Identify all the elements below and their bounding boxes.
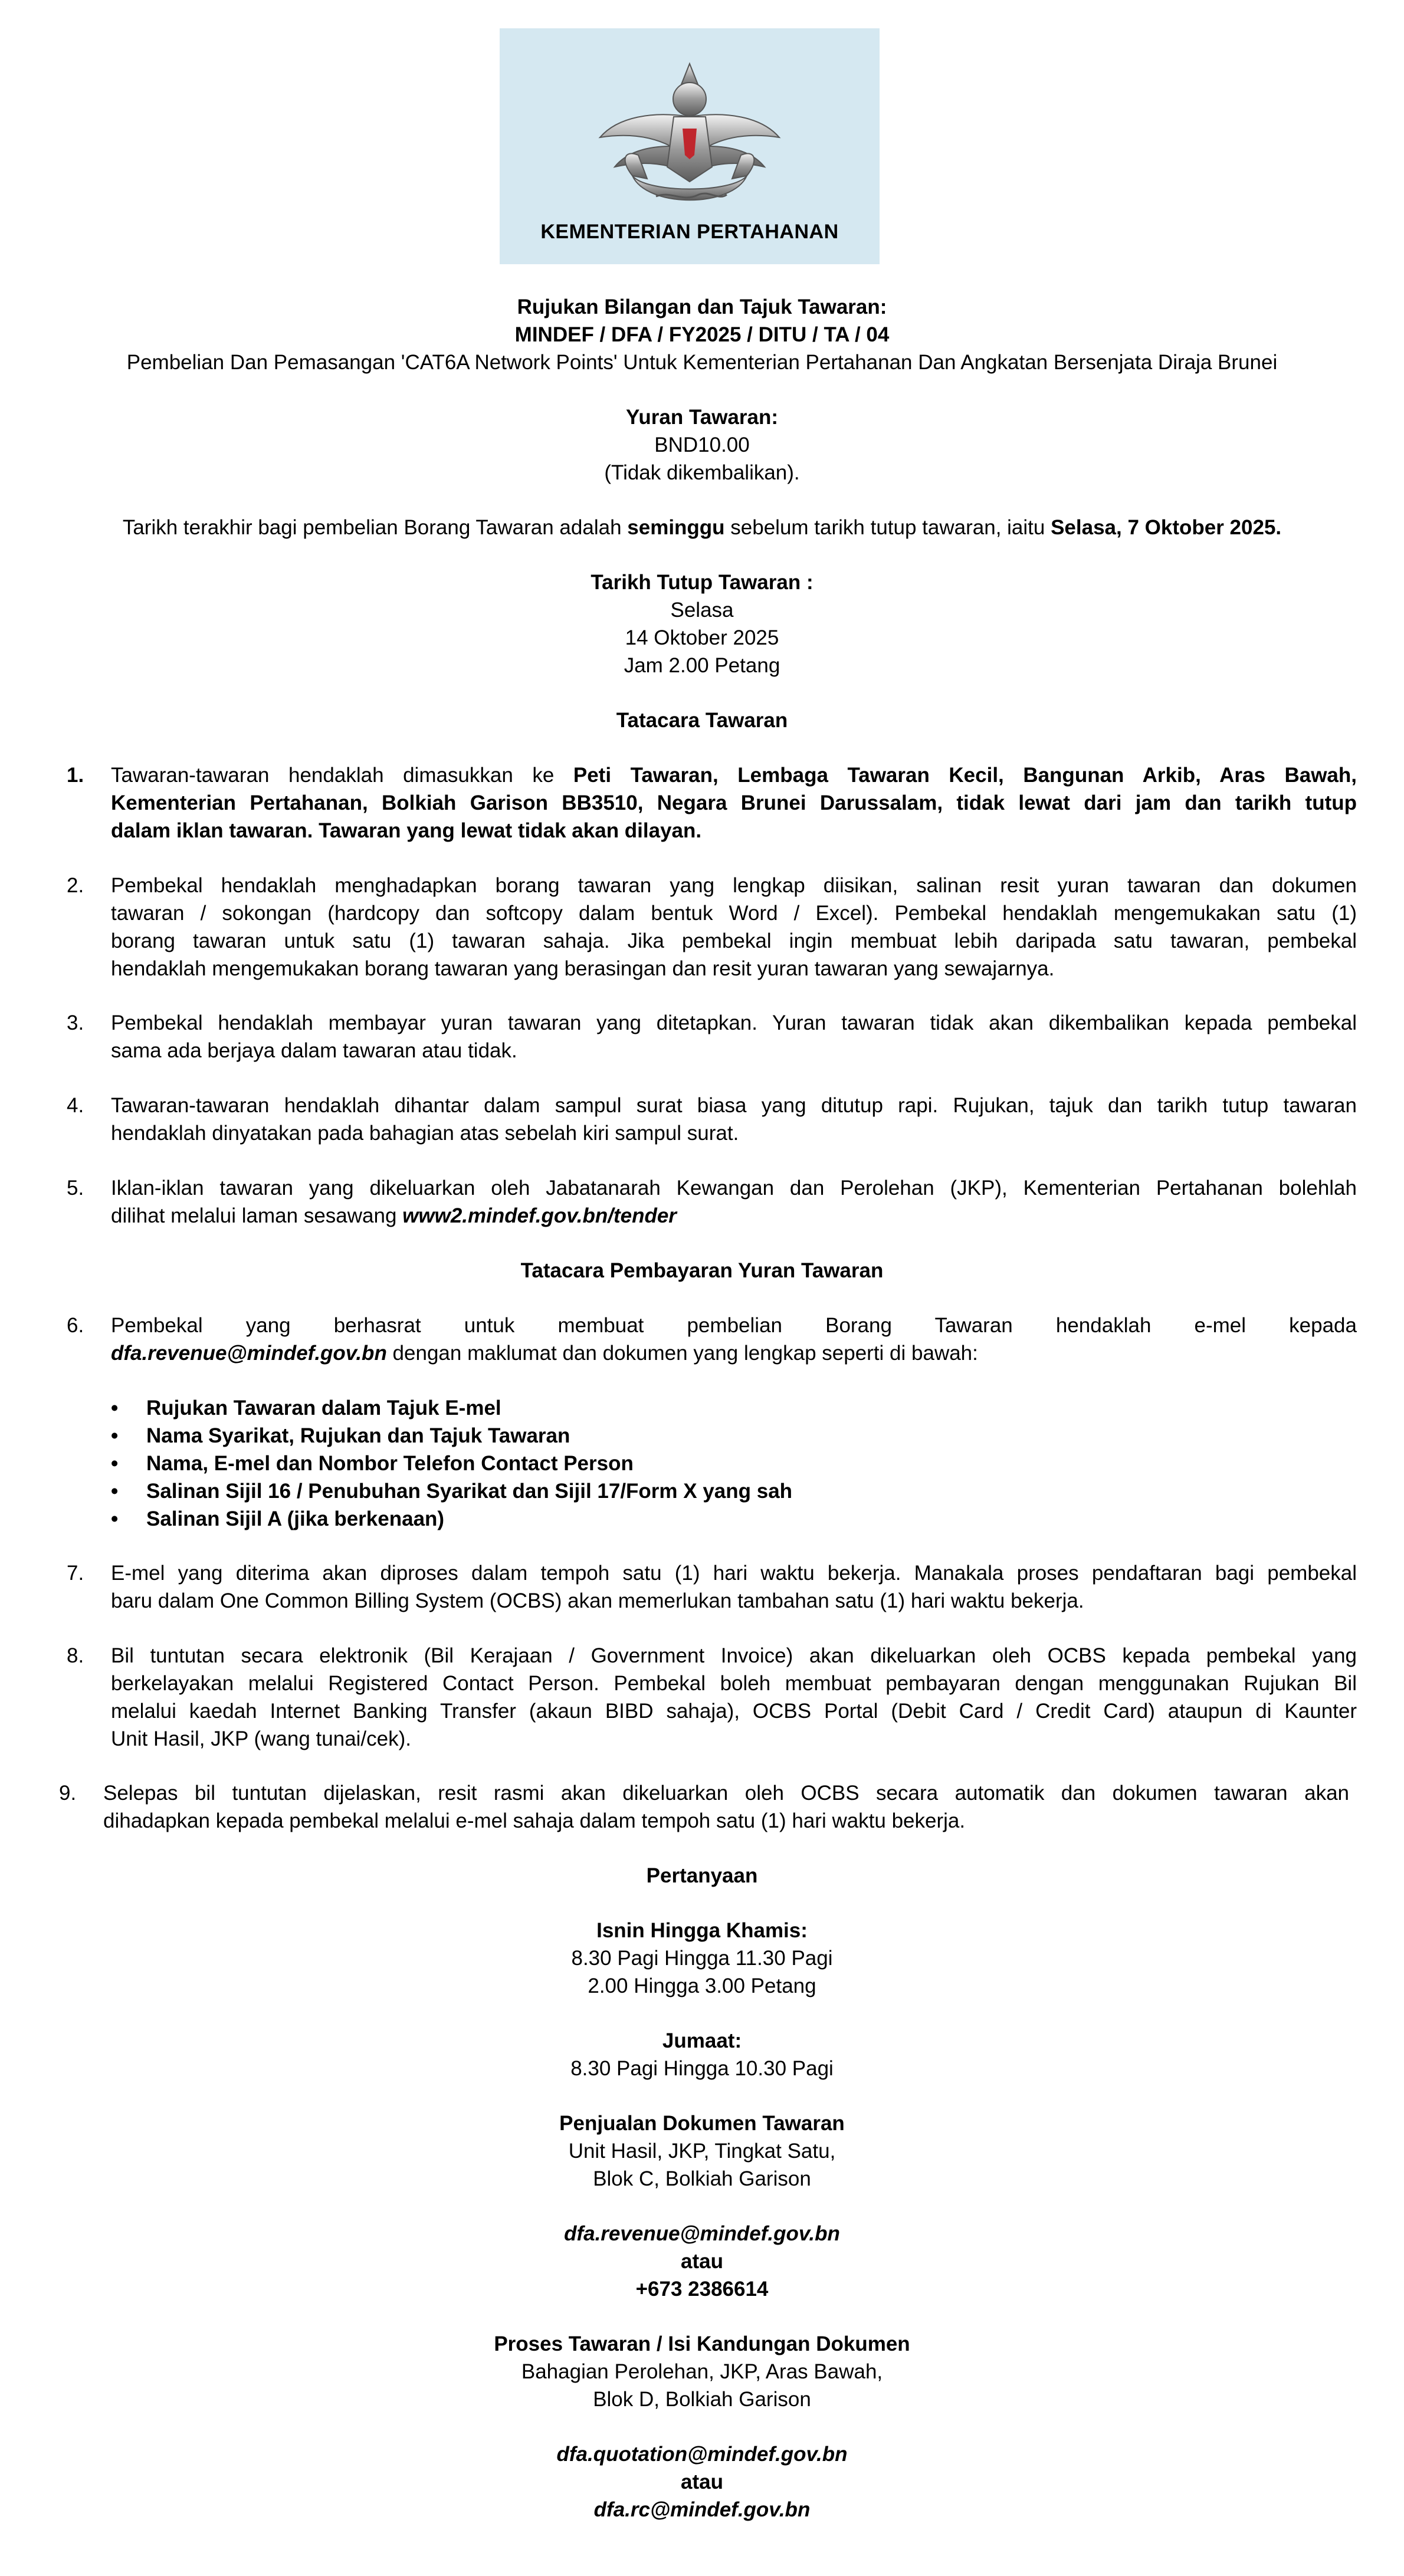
item-number: 7. — [67, 1562, 84, 1585]
list-item: • Rujukan Tawaran dalam Tajuk E-mel — [111, 1397, 501, 1420]
purchase-deadline: Tarikh terakhir bagi pembelian Borang Tawaran adalah seminggu sebelum tarikh tutup tawaran, iaitu Selasa, 7 Oktober 2025. — [122, 516, 1282, 539]
closing-date: 14 Oktober 2025 — [625, 626, 779, 649]
closing-day: Selasa — [670, 599, 734, 622]
procedure-item-3: Pembekal hendaklah membayar yuran tawaran yang ditetapkan. Yuran tawaran tidak akan dikembalikan kepada pembekal sama ada berjaya dalam tawaran atau tidak. — [111, 1011, 1357, 1062]
item-number: 8. — [67, 1644, 84, 1667]
closing-time: Jam 2.00 Petang — [624, 654, 780, 677]
process-address-line2: Blok D, Bolkiah Garison — [593, 2388, 811, 2411]
process-address-line1: Bahagian Perolehan, JKP, Aras Bawah, — [521, 2360, 883, 2383]
payment-item-9: Selepas bil tuntutan dijelaskan, resit rasmi akan dikeluarkan oleh OCBS secara automatik dan dokumen tawaran akan dihadapkan kepada pembekal melalui e-mel sahaja dalam tempoh satu (1) hari waktu bekerja. — [103, 1782, 1349, 1832]
quotation-email-link[interactable]: dfa.quotation@mindef.gov.bn — [556, 2443, 848, 2466]
sales-address-line2: Blok C, Bolkiah Garison — [593, 2167, 811, 2190]
ministry-logo — [500, 28, 880, 264]
list-item: • Nama Syarikat, Rujukan dan Tajuk Tawaran — [111, 1424, 570, 1447]
inquiries-heading: Pertanyaan — [646, 1864, 758, 1887]
requirements-list — [111, 1394, 1291, 1533]
procedure-item-2: Pembekal hendaklah menghadapkan borang tawaran yang lengkap diisikan, salinan resit yuran tawaran dan dokumen tawaran / sokongan (hardcopy dan softcopy dalam bentuk Word / Excel). Pembekal hendaklah mengemukakan satu (1) borang tawaran untuk satu (1) tawaran sahaja. Jika pembekal ingin membuat lebih daripada satu tawaran, pembekal hendaklah mengemukakan borang tawaran yang berasingan dan resit yuran tawaran yang sewajarnya. — [111, 874, 1357, 980]
sales-phone[interactable]: +673 2386614 — [635, 2278, 769, 2301]
or-separator: atau — [681, 2470, 723, 2493]
procedure-item-4: Tawaran-tawaran hendaklah dihantar dalam sampul surat biasa yang ditutup rapi. Rujukan, tajuk dan tarikh tutup tawaran hendaklah dinyatakan pada bahagian atas sebelah kiri sampul surat. — [111, 1094, 1357, 1145]
payment-item-8: Bil tuntutan secara elektronik (Bil Kerajaan / Government Invoice) akan dikeluarkan oleh OCBS kepada pembekal yang berkelayakan melalui Registered Contact Person. Pembekal boleh membuat pembayaran dengan menggunakan Rujukan Bil melalui kaedah Internet Banking Transfer (akaun BIBD sahaja), OCBS Portal (Debit Card / Credit Card) ataupun di Kaunter Unit Hasil, JKP (wang tunai/cek). — [111, 1644, 1357, 1750]
sales-address-line1: Unit Hasil, JKP, Tingkat Satu, — [568, 2140, 836, 2163]
weekdays-time-afternoon: 2.00 Hingga 3.00 Petang — [588, 1974, 816, 1997]
fee-note: (Tidak dikembalikan). — [604, 461, 800, 484]
rc-email-link[interactable]: dfa.rc@mindef.gov.bn — [593, 2498, 811, 2521]
payment-item-6: Pembekal yang berhasrat untuk membuat pembelian Borang Tawaran hendaklah e-mel kepada dfa.revenue@mindef.gov.bn dengan maklumat dan dokumen yang lengkap seperti di bawah: — [111, 1314, 1357, 1365]
weekdays-label: Isnin Hingga Khamis: — [596, 1919, 808, 1942]
procedure-item-1: Tawaran-tawaran hendaklah dimasukkan ke Peti Tawaran, Lembaga Tawaran Kecil, Bangunan Arkib, Aras Bawah, Kementerian Pertahanan, Bolkiah Garison BB3510, Negara Brunei Darussalam, tidak lewat dari jam dan tarikh tutup dalam iklan tawaran. Tawaran yang lewat tidak akan dilayan. — [111, 764, 1357, 842]
sales-label: Penjualan Dokumen Tawaran — [559, 2112, 845, 2135]
item-number: 2. — [67, 874, 84, 897]
tender-website-link[interactable]: www2.mindef.gov.bn/tender — [402, 1204, 677, 1227]
list-item: • Salinan Sijil A (jika berkenaan) — [111, 1507, 445, 1530]
item-number: 9. — [59, 1782, 77, 1805]
procedure-item-5: Iklan-iklan tawaran yang dikeluarkan oleh Jabatanarah Kewangan dan Perolehan (JKP), Kementerian Pertahanan bolehlah dilihat melalui laman sesawang www2.mindef.gov.bn/tender — [111, 1177, 1357, 1227]
reference-label: Rujukan Bilangan dan Tajuk Tawaran: — [517, 295, 887, 318]
list-item: • Nama, E-mel dan Nombor Telefon Contact Person — [111, 1452, 634, 1475]
sales-email-link[interactable]: dfa.revenue@mindef.gov.bn — [564, 2222, 840, 2245]
payment-heading: Tatacara Pembayaran Yuran Tawaran — [520, 1259, 884, 1282]
item-number: 5. — [67, 1177, 84, 1200]
procedure-heading: Tatacara Tawaran — [616, 709, 788, 732]
revenue-email-link[interactable]: dfa.revenue@mindef.gov.bn — [111, 1342, 387, 1365]
closing-label: Tarikh Tutup Tawaran : — [591, 571, 813, 594]
logo-caption: KEMENTERIAN PERTAHANAN — [540, 221, 839, 243]
fee-label: Yuran Tawaran: — [625, 406, 779, 429]
item-number: 4. — [67, 1094, 84, 1117]
tender-title: Pembelian Dan Pemasangan 'CAT6A Network Points' Untuk Kementerian Pertahanan Dan Angkatan Bersenjata Diraja Brunei — [126, 351, 1278, 374]
weekdays-time-morning: 8.30 Pagi Hingga 11.30 Pagi — [571, 1947, 833, 1970]
friday-label: Jumaat: — [662, 2029, 742, 2052]
item-number: 1. — [67, 764, 84, 787]
friday-time: 8.30 Pagi Hingga 10.30 Pagi — [570, 2057, 834, 2080]
list-item: • Salinan Sijil 16 / Penubuhan Syarikat dan Sijil 17/Form X yang sah — [111, 1480, 793, 1503]
item-number: 3. — [67, 1011, 84, 1034]
item-number: 6. — [67, 1314, 84, 1337]
fee-amount: BND10.00 — [654, 433, 750, 456]
process-label: Proses Tawaran / Isi Kandungan Dokumen — [494, 2332, 910, 2355]
reference-number: MINDEF / DFA / FY2025 / DITU / TA / 04 — [514, 323, 890, 346]
payment-item-7: E-mel yang diterima akan diproses dalam tempoh satu (1) hari waktu bekerja. Manakala proses pendaftaran bagi pembekal baru dalam One Common Billing System (OCBS) akan memerlukan tambahan satu (1) hari waktu bekerja. — [111, 1562, 1357, 1612]
or-separator: atau — [681, 2250, 723, 2273]
